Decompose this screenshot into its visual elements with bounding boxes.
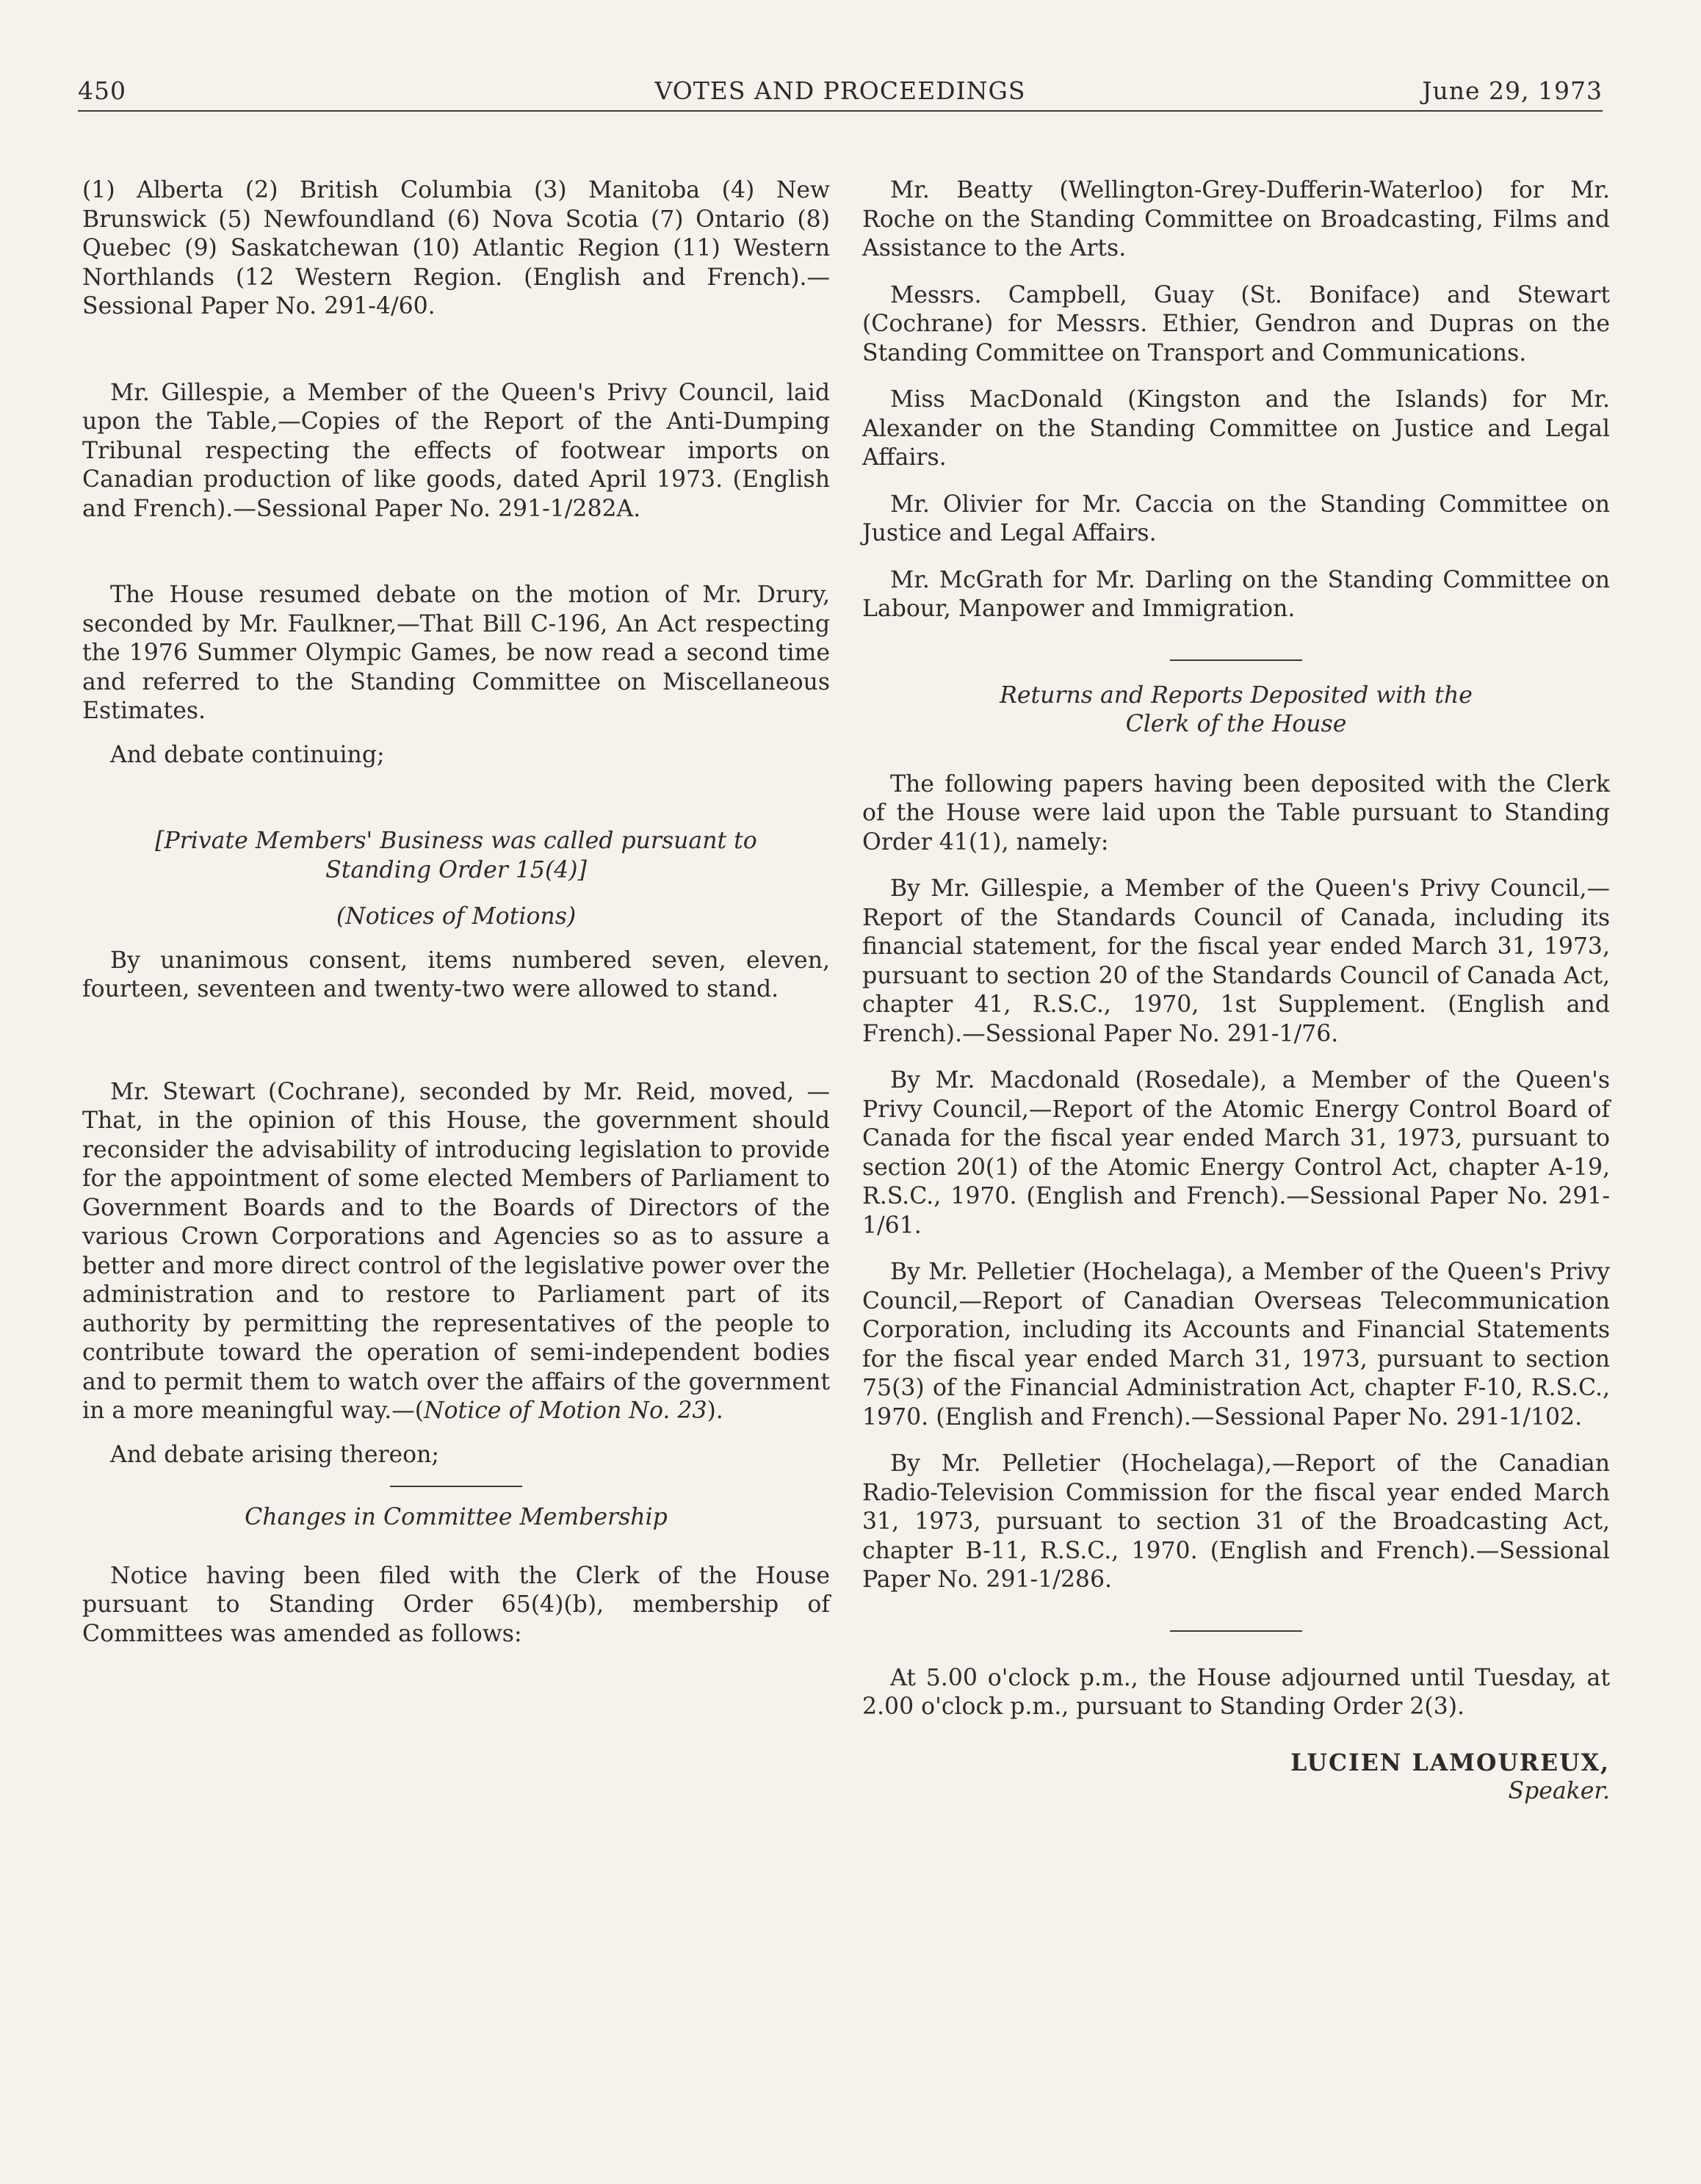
paragraph-stewart-motion xyxy=(82,1078,830,1426)
speaker-title: Speaker. xyxy=(1508,1778,1610,1804)
paragraph-macdonald-kingston: Miss MacDonald (Kingston and the Islands) for Mr. Alexander on the Standing Committee on Justice and Legal Affairs. xyxy=(862,386,1610,471)
notices-of-motions-heading: (Notices of Motions) xyxy=(336,903,577,930)
notice-of-motion-reference: Notice of Motion No. 23 xyxy=(424,1397,707,1424)
paragraph-beatty: Mr. Beatty (Wellington-Grey-Dufferin-Waterloo) for Mr. Roche on the Standing Committee on Broadcasting, Films and Assistance to the Arts. xyxy=(862,177,1610,261)
paragraph-olivier: Mr. Olivier for Mr. Caccia on the Standing Committee on Justice and Legal Affairs. xyxy=(862,491,1610,546)
section-divider xyxy=(1170,659,1302,661)
speaker-name: LUCIEN LAMOUREUX, xyxy=(1290,1749,1610,1776)
paragraph-debate-arising: And debate arising thereon; xyxy=(110,1441,440,1468)
motion-text: Mr. Stewart (Cochrane), seconded by Mr. Reid, moved, —That, in the opinion of this House, the government should reconsider the advisability of introducing legislation to provide for the appointment of some elected Members of Parliament to Government Boards and to the Boards of Directors of the various Crown Corporations and Agencies so as to assure a better and more direct control of the legislative power over the administration and to restore to Parliament part of its authority by permitting the representatives of the people to contribute toward the operation of semi-independent bodies and to permit them to watch over the affairs of the government in a more meaningful way.—( xyxy=(82,1078,830,1424)
section-divider xyxy=(390,1486,522,1487)
paragraph-adjournment: At 5.00 o'clock p.m., the House adjourned until Tuesday, at 2.00 o'clock p.m., pursuant to Standing Order 2(3). xyxy=(862,1664,1610,1720)
paragraph-mcgrath: Mr. McGrath for Mr. Darling on the Standing Committee on Labour, Manpower and Immigration. xyxy=(862,566,1610,622)
private-members-line-1: [Private Members' Business was called pursuant to xyxy=(155,828,757,854)
paragraph-notice-filed: Notice having been filed with the Clerk of the House pursuant to Standing Order 65(4)(b), membership of Committees was amended as follows: xyxy=(82,1562,830,1647)
page-number: 450 xyxy=(78,76,126,105)
page-header xyxy=(78,76,1603,110)
signature-block xyxy=(862,1749,1610,1807)
paragraph-regions-list: (1) Alberta (2) British Columbia (3) Manitoba (4) New Brunswick (5) Newfoundland (6) Nova Scotia (7) Ontario (8) Quebec (9) Saskatchewan (10) Atlantic Region (11) Western Northlands (12 Western Region. (English and French).—Sessional Paper No. 291-4/60. xyxy=(82,177,830,319)
paragraph-papers-deposited: The following papers having been deposited with the Clerk of the House were laid upon the Table pursuant to Standing Order 41(1), namely: xyxy=(862,770,1610,856)
returns-heading-line-1: Returns and Reports Deposited with the xyxy=(1000,681,1473,709)
paragraph-crtc-report: By Mr. Pelletier (Hochelaga),—Report of the Canadian Radio-Television Commission for the fiscal year ended March 31, 1973, pursuant to section 31 of the Broadcasting Act, chapter B-11, R.S.C., 1970. (English and French).—Sessional Paper No. 291-1/286. xyxy=(862,1450,1610,1593)
returns-heading-line-2: Clerk of the House xyxy=(1125,711,1347,737)
motion-text-end: ). xyxy=(707,1397,723,1424)
paragraph-atomic-energy-report: By Mr. Macdonald (Rosedale), a Member of the Queen's Privy Council,—Report of the Atomic Energy Control Board of Canada for the fiscal year ended March 31, 1973, pursuant to section 20(1) of the Atomic Energy Control Act, chapter A-19, R.S.C., 1970. (English and French).—Sessional Paper No. 291-1/61. xyxy=(862,1067,1610,1239)
paragraph-unanimous-consent: By unanimous consent, items numbered seven, eleven, fourteen, seventeen and twenty-two were allowed to stand. xyxy=(82,947,830,1002)
section-divider xyxy=(1170,1630,1302,1632)
paragraph-gillespie-anti-dumping: Mr. Gillespie, a Member of the Queen's Privy Council, laid upon the Table,—Copies of the Report of the Anti-Dumping Tribunal respecting the effects of footwear imports on Canadian production of like goods, dated April 1973. (English and French).—Sessional Paper No. 291-1/282A. xyxy=(82,379,830,522)
returns-and-reports-heading xyxy=(862,681,1610,740)
paragraph-overseas-telecom-report: By Mr. Pelletier (Hochelaga), a Member of the Queen's Privy Council,—Report of Canadian Overseas Telecommunication Corporation, including its Accounts and Financial Statements for the fiscal year ended March 31, 1973, pursuant to section 75(3) of the Financial Administration Act, chapter F-10, R.S.C., 1970. (English and French).—Sessional Paper No. 291-1/102. xyxy=(862,1259,1610,1431)
left-column xyxy=(82,176,830,1649)
header-rule xyxy=(78,110,1603,112)
right-column xyxy=(862,176,1610,1807)
paragraph-debate-resumed: The House resumed debate on the motion of Mr. Drury, seconded by Mr. Faulkner,—That Bill C-196, An Act respecting the 1976 Summer Olympic Games, be now read a second time and referred to the Standing Committee on Miscellaneous Estimates. xyxy=(82,582,830,724)
header-date: June 29, 1973 xyxy=(1422,76,1603,105)
paragraph-campbell-guay-stewart: Messrs. Campbell, Guay (St. Boniface) and Stewart (Cochrane) for Messrs. Ethier, Gendron and Dupras on the Standing Committee on Transport and Communications. xyxy=(862,281,1610,366)
paragraph-standards-council-report: By Mr. Gillespie, a Member of the Queen's Privy Council,—Report of the Standards Council of Canada, including its financial statement, for the fiscal year ended March 31, 1973, pursuant to section 20 of the Standards Council of Canada Act, chapter 41, R.S.C., 1970, 1st Supplement. (English and French).—Sessional Paper No. 291-1/76. xyxy=(862,875,1610,1047)
changes-in-committee-heading: Changes in Committee Membership xyxy=(245,1504,668,1530)
running-title: VOTES AND PROCEEDINGS xyxy=(654,76,1026,105)
private-members-line-2: Standing Order 15(4)] xyxy=(325,856,587,883)
paragraph-debate-continuing: And debate continuing; xyxy=(110,741,385,768)
private-members-business-heading xyxy=(82,827,830,885)
